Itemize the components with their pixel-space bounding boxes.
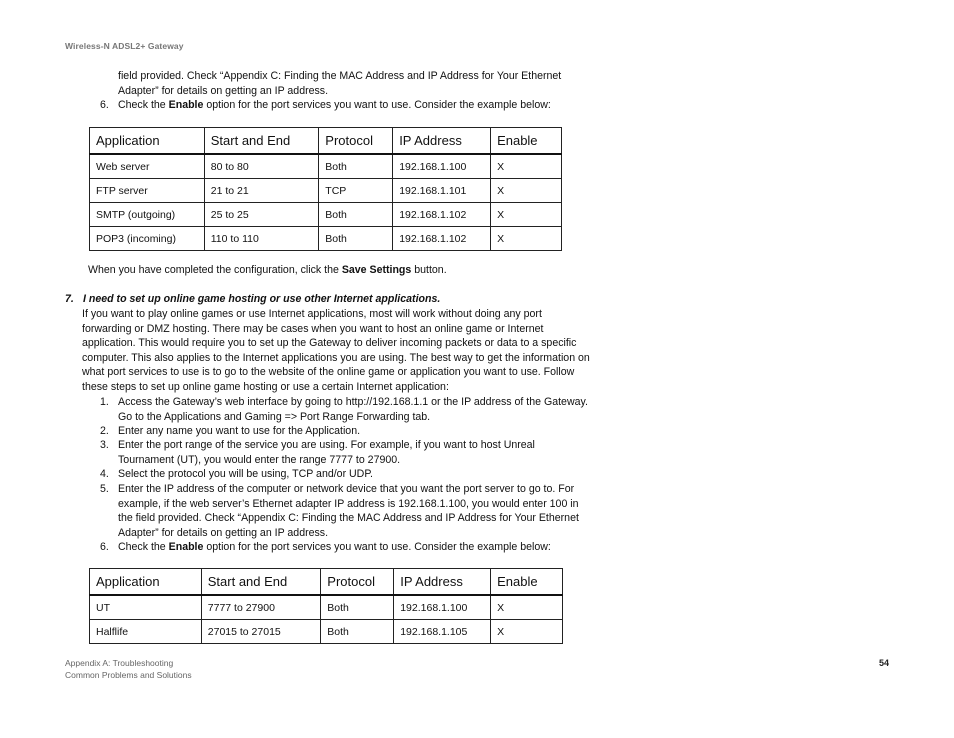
header-enable: Enable [491,569,563,596]
table-row [90,620,563,644]
step-text: Enter the port range of the service you are using. For example, if you want to host Unreal Tournament (UT), you would enter the range 7777 to 27900. [118,439,535,466]
step-text: Enter any name you want to use for the Application. [118,425,361,437]
step-number: 1. [100,396,109,408]
step-number: 3. [100,439,109,451]
port-table-1 [89,127,562,251]
header-protocol: Protocol [319,128,393,155]
step-text-pre: Check the [118,99,169,111]
continuation-text: field provided. Check “Appendix C: Finding the MAC Address and IP Address for Your Ethernet Adapter” for details on getting an IP address. [118,70,562,97]
header-application: Application [90,569,202,596]
cell-enable: X [491,227,562,251]
step-text: Select the protocol you will be using, TCP and/or UDP. [118,468,373,480]
cell-enable: X [491,154,562,179]
step-number: 2. [100,425,109,437]
step-number: 5. [100,483,109,495]
footer-section: Appendix A: Troubleshooting [65,658,174,668]
table-row [90,227,562,251]
step-text-bold: Enable [168,541,204,553]
header-protocol: Protocol [321,569,394,596]
step-text [118,540,593,555]
cell-enable: X [491,203,562,227]
cell-application: Halflife [90,620,202,644]
note-post: button. [411,264,447,276]
table-row [90,203,562,227]
question-7-paragraph: If you want to play online games or use Internet applications, most will work without doing any port forwarding or DMZ hosting. There may be cases when you want to host an online game or Internet application. This would require you to set up the Gateway to deliver incoming packets or data to a specific computer. This also applies to the Internet applications you are using. The best way to get the information on what port services to use is to go to the website of the online game or application you want to use. Follow these steps to set up online game hosting or use a certain Internet application: [82,308,590,393]
header-enable: Enable [491,128,562,155]
cell-ip-address: 192.168.1.100 [393,154,491,179]
cell-start-end: 27015 to 27015 [201,620,321,644]
step-text-post: option for the port services you want to use. Consider the example below: [203,99,551,111]
header-application: Application [90,128,205,155]
cell-protocol: Both [319,227,393,251]
table-row [90,595,563,620]
header-ip-address: IP Address [393,128,491,155]
cell-enable: X [491,620,563,644]
page-number: 54 [879,658,890,668]
step-text-pre: Check the [118,541,169,553]
step-number: 6. [100,99,109,111]
header-ip-address: IP Address [394,569,491,596]
header-start-end: Start and End [201,569,321,596]
table-row [90,154,562,179]
question-text: I need to set up online game hosting or use other Internet applications. [83,293,441,305]
cell-start-end: 110 to 110 [204,227,319,251]
table-row [90,179,562,203]
table-header-row [90,569,563,596]
save-settings-note [88,264,447,276]
step-text: Access the Gateway’s web interface by going to http://192.168.1.1 or the IP address of the Gateway. Go to the Applications and Gaming => Port Range Forwarding tab. [118,396,588,423]
question-number: 7. [65,293,74,305]
cell-ip-address: 192.168.1.102 [393,227,491,251]
cell-application: FTP server [90,179,205,203]
cell-protocol: Both [321,620,394,644]
port-table-2 [89,568,563,644]
note-bold: Save Settings [341,264,412,276]
document-header: Wireless-N ADSL2+ Gateway [65,41,184,51]
cell-application: Web server [90,154,205,179]
cell-application: SMTP (outgoing) [90,203,205,227]
cell-ip-address: 192.168.1.100 [394,595,491,620]
cell-ip-address: 192.168.1.105 [394,620,491,644]
cell-start-end: 80 to 80 [204,154,319,179]
cell-protocol: Both [319,203,393,227]
cell-protocol: Both [319,154,393,179]
cell-application: UT [90,595,202,620]
cell-start-end: 25 to 25 [204,203,319,227]
cell-start-end: 21 to 21 [204,179,319,203]
note-pre: When you have completed the configuration, click the [88,264,342,276]
cell-ip-address: 192.168.1.102 [393,203,491,227]
table-header-row [90,128,562,155]
cell-application: POP3 (incoming) [90,227,205,251]
cell-protocol: TCP [319,179,393,203]
cell-protocol: Both [321,595,394,620]
step-number: 6. [100,541,109,553]
question-7-heading [65,293,440,305]
step-text: Enter the IP address of the computer or network device that you want the port server to go to. For example, if the web server’s Ethernet adapter IP address is 192.168.1.100, you would enter 100 in the field provided. Check “Appendix C: Finding the MAC Address and IP Address for Your Ethernet Adapter” for details on getting an IP address. [118,483,579,539]
header-start-end: Start and End [204,128,319,155]
step-number: 4. [100,468,109,480]
cell-enable: X [491,595,563,620]
footer-subsection: Common Problems and Solutions [65,670,192,680]
cell-enable: X [491,179,562,203]
step-text-post: option for the port services you want to use. Consider the example below: [203,541,551,553]
step-text-bold: Enable [168,99,204,111]
cell-start-end: 7777 to 27900 [201,595,321,620]
step-text [118,98,593,113]
cell-ip-address: 192.168.1.101 [393,179,491,203]
page-footer [65,657,192,681]
